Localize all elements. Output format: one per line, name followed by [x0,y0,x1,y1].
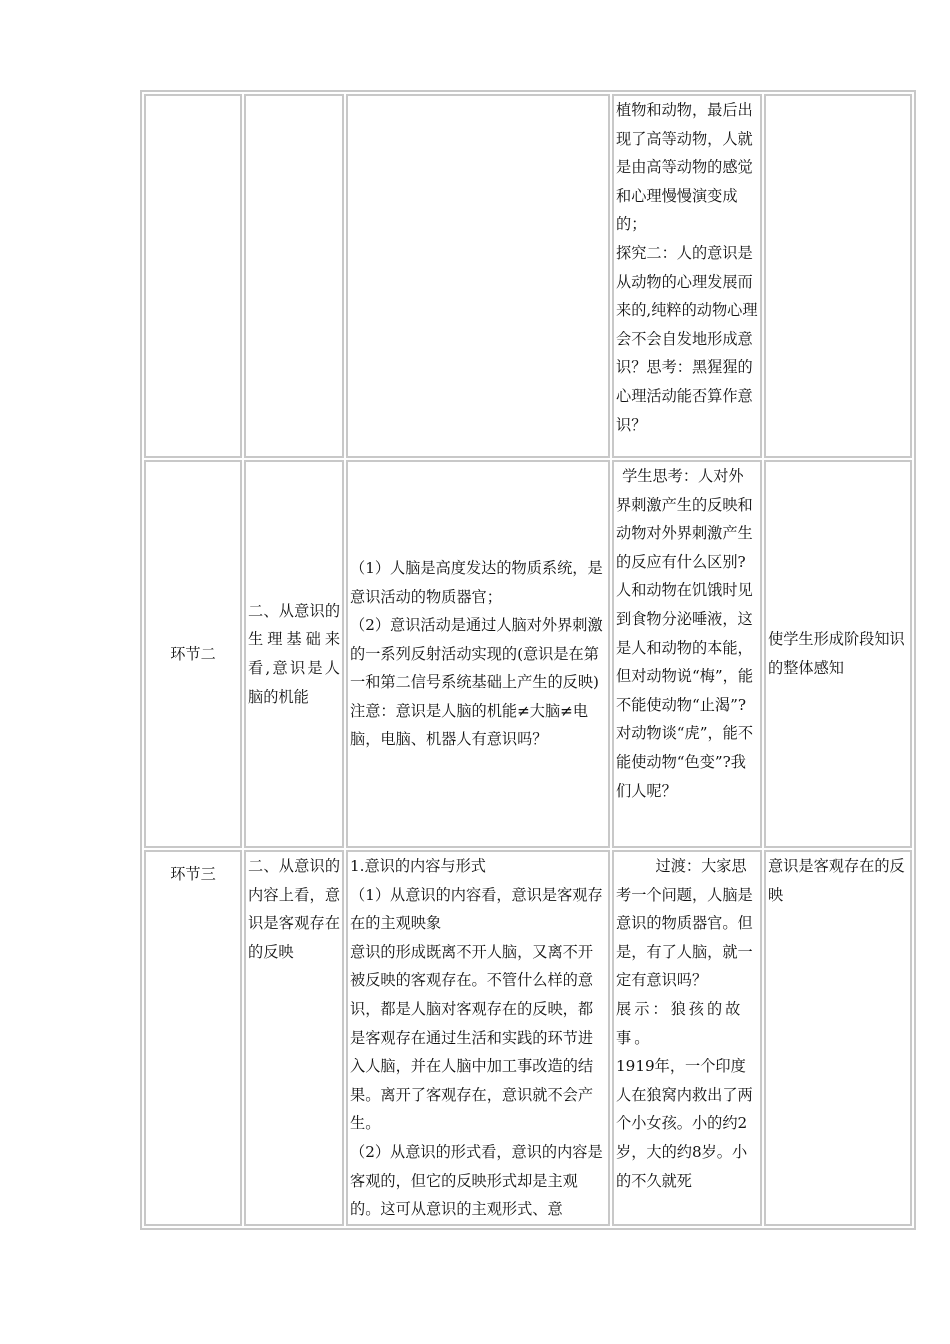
topic-cell [244,850,344,1226]
activity-text: 展示：狼孩的故事。 [616,999,744,1047]
activity-text: 过渡：大家思考一个问题，人脑是意识的物质器官。但是，有了人脑，就一定有意识吗？ [616,857,753,990]
content-text: （1）从意识的内容看，意识是客观存在的主观映象 [350,885,603,933]
activity-text: 植物和动物，最后出现了高等动物，人就是由高等动物的感觉和心理慢慢演变成的； [616,101,753,234]
topic-cell [244,94,344,458]
activity-text: 人和动物在饥饿时见到食物分泌唾液，这是人和动物的本能，但对动物说“梅”，能不能使动物“止渴”?对动物谈“虎”，能不能使动物“色变”?我们人呢？ [616,581,754,800]
intent-text: 意识是客观存在的反映 [768,857,905,904]
lesson-plan-table [140,90,916,1230]
content-text: （2）从意识的形式看，意识的内容是客观的，但它的反映形式却是主观的。这可从意识的主观形式、意 [350,1142,603,1219]
activity-cell [612,460,762,848]
content-text: （1）人脑是高度发达的物质系统，是意识活动的物质器官； [350,558,603,606]
intent-cell [764,460,912,848]
intent-cell [764,850,912,1226]
stage-label: 环节三 [170,865,216,883]
activity-cell [612,94,762,458]
stage-cell [144,94,242,458]
table-row [144,94,912,458]
content-cell [346,850,610,1226]
stage-cell [144,460,242,848]
topic-cell [244,460,344,848]
topic-text: 二、从意识的生理基础来看,意识是人脑的机能 [248,601,340,706]
stage-label: 环节二 [170,644,216,663]
intent-text: 使学生形成阶段知识的整体感知 [768,630,905,677]
intent-cell [764,94,912,458]
content-text: 意识的形成既离不开人脑，又离不开被反映的客观存在。不管什么样的意识，都是人脑对客观存在的反映，都是客观存在通过生活和实践的环节进入人脑，并在人脑中加工事改造的结果。离开了客观存在，意识就不会产生。 [350,942,593,1133]
content-text: 1.意识的内容与形式 [350,857,486,875]
content-text: （2）意识活动是通过人脑对外界刺激的一系列反射活动实现的(意识是在第一和第二信号系统基础上产生的反映) [350,616,603,692]
stage-cell [144,850,242,1226]
content-cell [346,94,610,458]
activity-text: 探究二：人的意识是从动物的心理发展而来的,纯粹的动物心理会不会自发地形成意识？思考：黑猩猩的心理活动能否算作意识？ [616,243,758,434]
content-text: 注意：意识是人脑的机能≠大脑≠电脑，电脑、机器人有意识吗？ [350,701,589,749]
activity-text: 1919年，一个印度人在狼窝内救出了两个小女孩。小的约2岁，大的约8岁。小的不久就死 [616,1057,753,1190]
activity-cell [612,850,762,1226]
activity-text: 学生思考：人对外界刺激产生的反映和动物对外界刺激产生的反应有什么区别? [616,467,753,571]
topic-text: 二、从意识的内容上看，意识是客观存在的反映 [248,857,340,961]
content-cell [346,460,610,848]
table-row [144,460,912,848]
table-row [144,850,912,1226]
